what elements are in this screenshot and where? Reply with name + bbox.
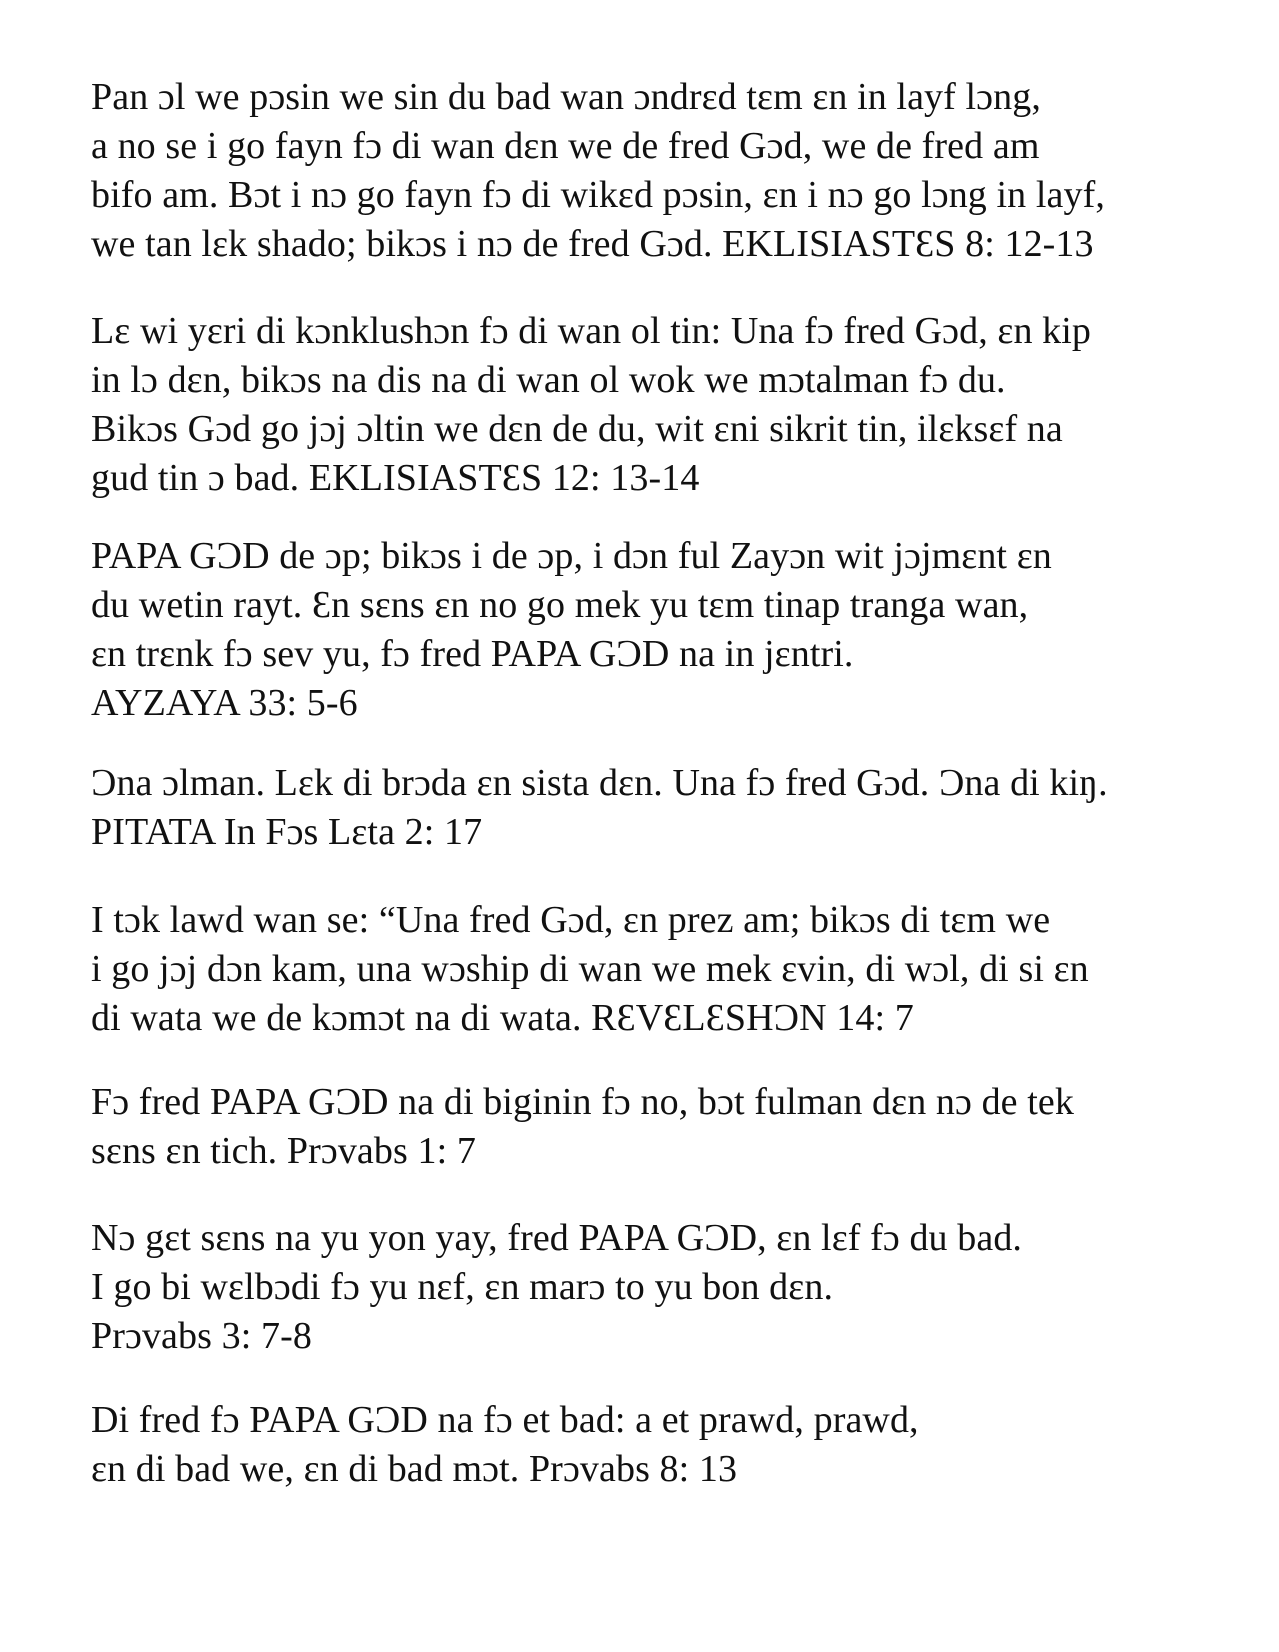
text-line: sɛns ɛn tich. Prɔvabs 1: 7 — [91, 1130, 476, 1172]
text-line: Prɔvabs 3: 7-8 — [91, 1315, 312, 1357]
passage-ecclesiastes-12 — [91, 307, 1261, 503]
text-line: Lɛ wi yɛri di kɔnklushɔn fɔ di wan ol tin: Una fɔ fred Gɔd, ɛn kip — [91, 310, 1092, 352]
text-line: I tɔk lawd wan se: “Una fred Gɔd, ɛn prez am; bikɔs di tɛm we — [91, 899, 1051, 941]
passage-first-peter-2 — [91, 759, 1261, 857]
passage-proverbs-8 — [91, 1396, 1261, 1494]
passage-proverbs-3 — [91, 1214, 1261, 1361]
text-line: PITATA In Fɔs Lɛta 2: 17 — [91, 811, 483, 853]
text-line: we tan lɛk shado; bikɔs i nɔ de fred Gɔd. EKLISIASTƐS 8: 12-13 — [91, 223, 1094, 265]
text-line: PAPA GƆD de ɔp; bikɔs i de ɔp, i dɔn ful Zayɔn wit jɔjmɛnt ɛn — [91, 535, 1052, 577]
text-line: Fɔ fred PAPA GƆD na di biginin fɔ no, bɔt fulman dɛn nɔ de tek — [91, 1081, 1074, 1123]
text-line: gud tin ɔ bad. EKLISIASTƐS 12: 13-14 — [91, 457, 700, 499]
passage-ecclesiastes-8 — [91, 73, 1261, 269]
text-line: di wata we de kɔmɔt na di wata. RƐVƐLƐSHƆN 14: 7 — [91, 997, 914, 1039]
text-line: I go bi wɛlbɔdi fɔ yu nɛf, ɛn marɔ to yu bon dɛn. — [91, 1266, 834, 1308]
text-line: ɛn trɛnk fɔ sev yu, fɔ fred PAPA GƆD na in jɛntri. — [91, 633, 854, 675]
passage-isaiah-33 — [91, 532, 1261, 728]
text-line: Di fred fɔ PAPA GƆD na fɔ et bad: a et prawd, prawd, — [91, 1399, 919, 1441]
passage-revelation-14 — [91, 896, 1261, 1043]
text-line: Nɔ gɛt sɛns na yu yon yay, fred PAPA GƆD, ɛn lɛf fɔ du bad. — [91, 1217, 1023, 1259]
passage-proverbs-1 — [91, 1078, 1261, 1176]
text-line: Pan ɔl we pɔsin we sin du bad wan ɔndrɛd tɛm ɛn in layf lɔng, — [91, 76, 1041, 118]
text-line: i go jɔj dɔn kam, una wɔship di wan we mek ɛvin, di wɔl, di si ɛn — [91, 948, 1089, 990]
text-line: du wetin rayt. Ɛn sɛns ɛn no go mek yu tɛm tinap tranga wan, — [91, 584, 1029, 626]
text-line: bifo am. Bɔt i nɔ go fayn fɔ di wikɛd pɔsin, ɛn i nɔ go lɔng in layf, — [91, 174, 1105, 216]
text-line: Ɔna ɔlman. Lɛk di brɔda ɛn sista dɛn. Una fɔ fred Gɔd. Ɔna di kiŋ. — [91, 762, 1108, 804]
text-line: ɛn di bad we, ɛn di bad mɔt. Prɔvabs 8: 13 — [91, 1448, 738, 1490]
text-line: Bikɔs Gɔd go jɔj ɔltin we dɛn de du, wit ɛni sikrit tin, ilɛksɛf na — [91, 408, 1063, 450]
text-line: in lɔ dɛn, bikɔs na dis na di wan ol wok we mɔtalman fɔ du. — [91, 359, 1006, 401]
text-line: AYZAYA 33: 5-6 — [91, 682, 358, 724]
text-line: a no se i go fayn fɔ di wan dɛn we de fred Gɔd, we de fred am — [91, 125, 1040, 167]
